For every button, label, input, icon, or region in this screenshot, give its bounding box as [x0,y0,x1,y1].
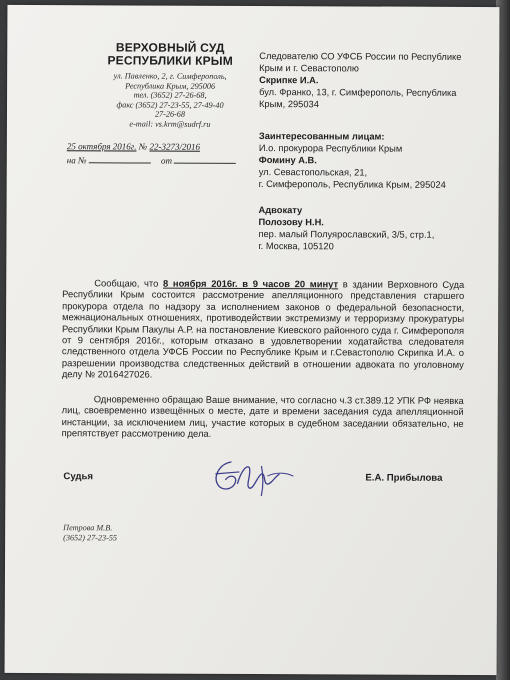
reference-date-label: от [160,155,173,166]
court-fax: факс (3652) 27-23-55, 27-49-40 [116,100,224,110]
registration-number-sign: № [138,141,148,152]
executor-name: Петрова М.В. [63,523,113,533]
signature-role: Судья [63,471,94,483]
court-name [65,41,275,68]
lawyer-address-line2: г. Москва, 105120 [258,241,334,252]
executor-info [63,523,117,543]
recipient-address-line2: Крым, 295034 [259,99,319,110]
court-address [65,71,275,129]
registration-date: 25 октября 2016г. [66,141,137,152]
recipient-title-line1: Следователю СО УФСБ России по Республике [259,51,462,62]
reference-line [67,153,277,167]
document-page [5,5,500,675]
reference-number-label: на № [66,155,87,166]
interested-title: И.о. прокурора Республики Крым [258,143,403,154]
court-name-line1: ВЕРХОВНЫЙ СУД [115,40,225,55]
executor-phone: (3652) 27-23-55 [63,533,118,543]
court-name-line2: РЕСПУБЛИКИ КРЫМ [107,53,233,68]
registration-line [67,141,277,153]
court-fax-extra: 27-26-68 [154,109,186,120]
lawyer-address-line1: пер. малый Полуярославский, 3/5, стр.1, [258,229,435,240]
registration-number: 22-3273/2016 [149,141,200,152]
recipient-name: Скрипке И.А. [259,75,319,86]
body-p1-start: Сообщаю, что [94,277,164,289]
recipient-title-line2: Крым и г. Севастополю [259,63,359,74]
recipient-address-line1: бул. Франко, 13, г. Симферополь, Республика [259,87,457,98]
signatory-name: Е.А. Прибылова [365,472,443,484]
interested-name: Фомину А.В. [258,155,317,166]
court-address-line: Республика Крым, 295006 [125,81,216,91]
body-p1-rest: в здании Верховного Суда Республики Крым состоится рассмотрение апелляционного представления старшего прокурора отдела по надзору за исполнением законов о федеральной безопасности, межнациональных отношениях, противодействии экстремизму и терроризму прокуратуры Республики Крым Пакулы А.Р. на постановление Киевского районного суда г. Симферополя от 9 сентября 2016г., которым отказано в удовлетворении ходатайства следователя следственного отдела УФСБ России по Республике Крым и г.Севастополю Скрипка И.А. о разрешении производства следственных действий в отношении адвоката по уголовному делу № 2016427026. [61,278,465,380]
interested-address-line2: г. Симферополь, Республика Крым, 295024 [258,179,446,190]
recipient-lawyer [258,204,498,253]
recipient-interested-persons [259,130,499,191]
court-address-line: ул. Павленко, 2, г. Симферополь, [113,71,227,81]
body-paragraph-2 [62,393,464,440]
body-p2-text: Одновременно обращаю Ваше внимание, что согласно ч.3 ст.389.12 УПК РФ неявка лиц, своевременно извещённых о месте, дате и времени заседания суда апелляционной инстанции, за исключением лиц, участие которых в судебном заседании обязательно, не препятствует рассмотрению дела. [61,393,464,440]
reference-number-blank [89,153,151,163]
recipient-investigator [259,50,499,111]
handwritten-signature [205,454,297,498]
court-phone: тел. (3652) 27-26-68, [133,90,207,100]
lawyer-heading: Адвокату [258,205,303,216]
reference-date-blank [174,154,236,164]
hearing-datetime: 8 ноября 2016г. в 9 часов 20 минут [163,277,339,290]
lawyer-name: Полозову Н.Н. [258,217,324,228]
interested-address-line1: ул. Севастопольская, 21, [258,167,368,178]
interested-heading: Заинтересованным лицам: [258,131,385,142]
court-email: e-mail: vs.krm@sudrf.ru [129,119,211,129]
body-paragraph-1 [62,277,464,381]
